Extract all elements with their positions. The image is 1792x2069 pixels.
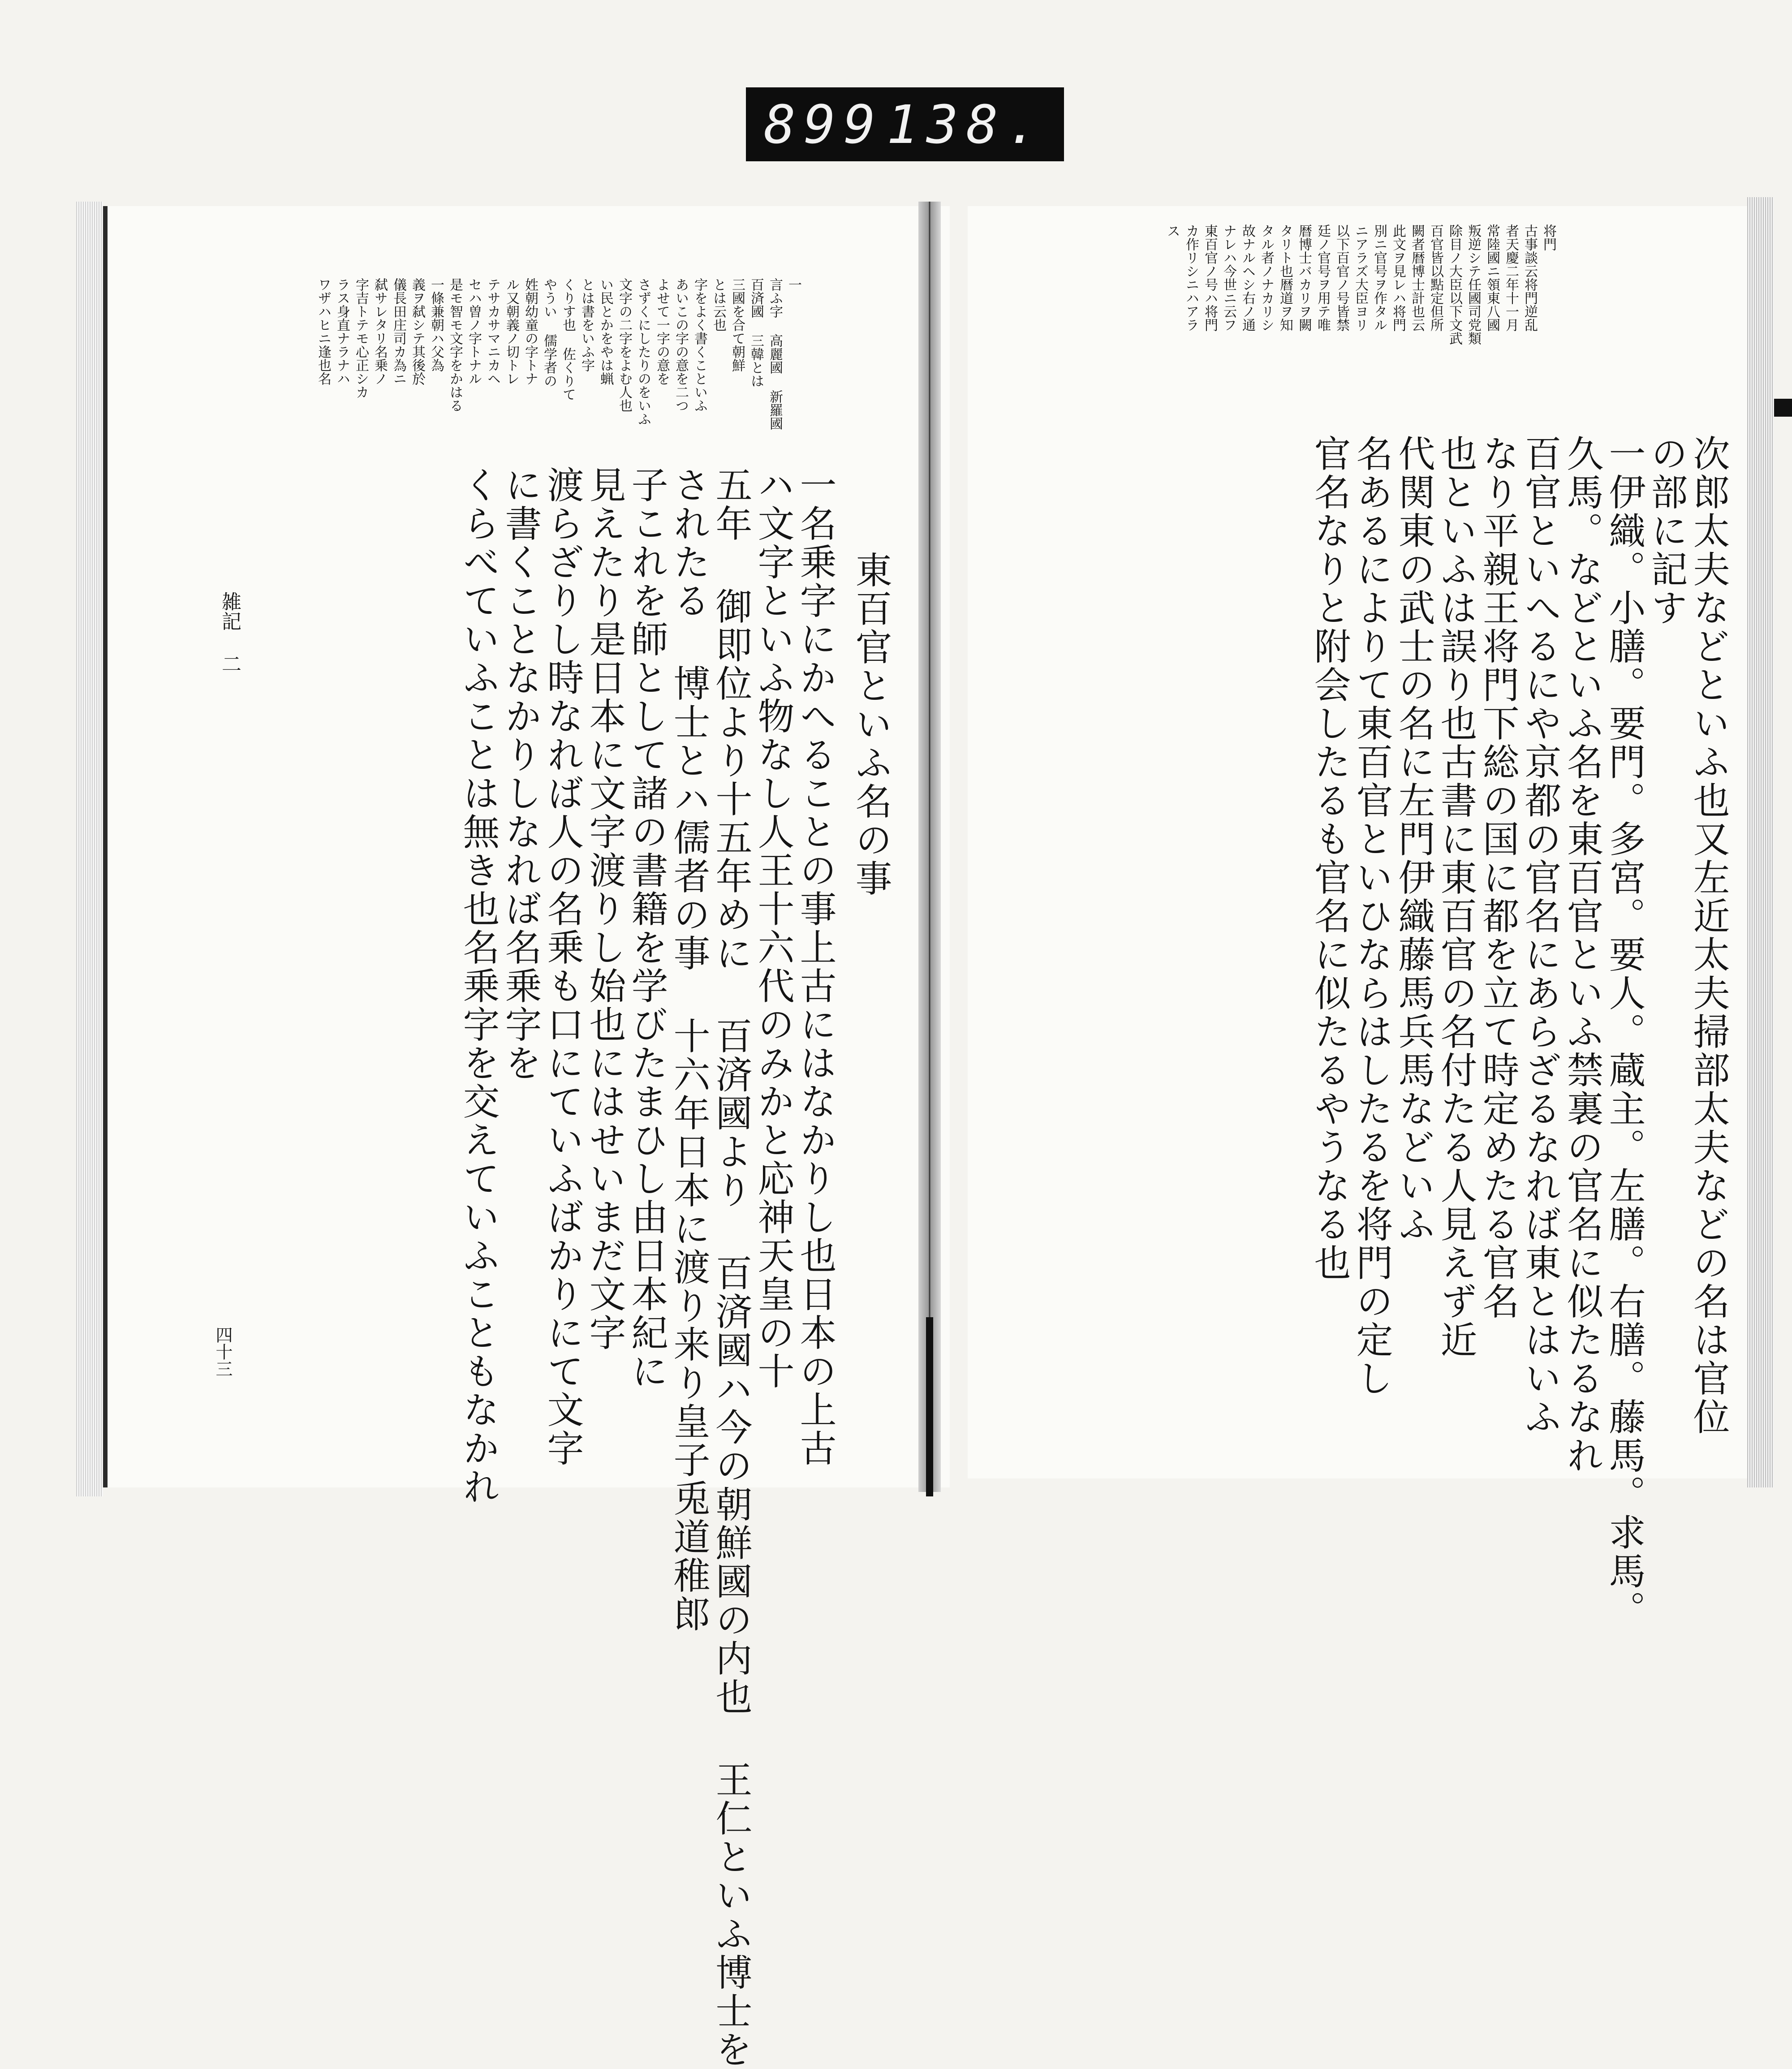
label-number-left: 899 xyxy=(764,93,884,155)
annotation-line: 故ナルヘシ右ノ通 xyxy=(1240,224,1255,332)
text-column: ハ文字といふ物なし人王十六代のみかと応神天皇の十 xyxy=(752,466,794,1391)
right-annotation-block xyxy=(1064,224,1557,381)
annotation-line: 一 xyxy=(786,278,801,291)
annotation-line: とは書をいふ字 xyxy=(579,278,594,372)
annotation-line: カ作リシニハアラ xyxy=(1183,224,1199,332)
annotation-line: 除目ノ大臣以下文武 xyxy=(1447,224,1462,345)
annotation-line: やうい 儒学者の xyxy=(541,278,557,388)
text-column: 也といふは誤り也古書に東百官の名付たる人見えず近 xyxy=(1434,435,1477,1359)
text-column: 子これを師として諸の書籍を学びたまひし由日本紀に xyxy=(625,466,668,1391)
annotation-line: 姓朝幼童の字トナ xyxy=(522,278,538,385)
annotation-line: ワザハヒニ逢也名 xyxy=(315,278,331,385)
annotation-line: 東百官ノ号ハ将門 xyxy=(1202,224,1218,332)
text-column: 一名乗字にかへることの事上古にはなかりし也日本の上古 xyxy=(794,466,836,1468)
left-main-text xyxy=(242,466,892,2069)
annotation-line: タリト也暦道ヲ知 xyxy=(1277,224,1293,332)
text-column: 官名なりと附会したるも官名に似たるやうなる也 xyxy=(1308,435,1351,1282)
text-column: なり平親王将門下総の国に都を立て時定めたる官名 xyxy=(1477,435,1519,1321)
annotation-line: よせて一字の意を xyxy=(654,278,670,385)
text-column: 五年 御即位より十五年めに 百済國より 百済國ハ今の朝鮮國の内也 王仁といふ博士を xyxy=(710,466,752,2069)
annotation-line: 将門 xyxy=(1541,224,1556,251)
spine-bookmark xyxy=(926,1317,933,1496)
book-spine xyxy=(918,202,941,1492)
annotation-line: タル者ノナカリシ xyxy=(1258,224,1274,332)
annotation-line: ル又朝義ノ切トレ xyxy=(504,278,519,385)
page-number: 四十三 xyxy=(213,1326,233,1377)
annotation-line: 常陸國ニ領東八國 xyxy=(1484,224,1500,332)
annotation-line: 百官皆以點定但所 xyxy=(1428,224,1443,332)
annotation-line: 闕者暦博士計也云 xyxy=(1409,224,1425,332)
label-number-right: 138. xyxy=(886,93,1046,155)
text-column: されたる 博士とハ儒者の事 十六年日本に渡り来り皇子兎道稚郎 xyxy=(668,466,710,1634)
page-edges-right xyxy=(1747,197,1774,1487)
text-column: くらべていふことは無き也名乗字を交えていふこともなかれ xyxy=(457,466,500,1506)
annotation-line: くりす也 佐くりて xyxy=(560,278,576,401)
annotation-line: ラス身直ナラナハ xyxy=(334,278,350,385)
annotation-line: 百済國 三韓とは xyxy=(748,278,764,388)
annotation-line: 字吉トテモ心正シカ xyxy=(353,278,369,399)
annotation-line: い民とかをやは蝋 xyxy=(598,278,613,385)
annotation-line: 三國を合て朝鮮 xyxy=(729,278,745,372)
text-column: 一伊織。小膳。要門。多宮。要人。蔵主。左膳。右膳。藤馬。求馬。 xyxy=(1603,435,1646,1629)
left-page xyxy=(103,206,950,2069)
right-main-text xyxy=(1004,435,1730,1629)
annotation-line: 弑サレタリ名乗ノ xyxy=(372,278,388,385)
annotation-line: ス xyxy=(1164,224,1180,237)
text-column: 久馬。などといふ名を東百官といふ禁裏の官名に似たるなれ xyxy=(1561,435,1603,1475)
annotation-line: ナレハ今世ニ云フ xyxy=(1221,224,1236,332)
text-column: 渡らざりし時なれば人の名乗も口にていふばかりにて文字 xyxy=(541,466,584,1468)
annotation-line: 是モ智モ文字をかはる xyxy=(447,278,463,412)
annotation-line: 別ニ官号ヲ作タル xyxy=(1371,224,1387,332)
annotation-line: 義ヲ弑シテ其後於 xyxy=(409,278,425,385)
text-column: 次郎太夫などといふ也又左近太夫掃部太夫などの名は官位 xyxy=(1687,435,1730,1436)
annotation-line: 叛逆シテ任國司党類 xyxy=(1465,224,1481,345)
annotation-line: 古事談云将門逆乱 xyxy=(1522,224,1538,332)
page-edges-left xyxy=(76,202,103,1496)
running-head: 雑記 二 xyxy=(218,591,241,673)
text-column: 見えたり是日本に文字渡りし始也にはせいまだ文字 xyxy=(583,466,626,1352)
text-column: の部に記す xyxy=(1645,435,1688,627)
annotation-line: さずくにしたりのをいふ xyxy=(635,278,651,426)
text-column: に書くことなかりしなれば名乗字を xyxy=(499,466,542,1082)
open-book xyxy=(76,197,1774,2069)
left-annotation-block xyxy=(273,278,802,430)
annotation-line: 者天慶二年十一月 xyxy=(1503,224,1519,332)
text-column: 名あるによりて東百官といひならはしたるを将門の定し xyxy=(1350,435,1393,1398)
text-column: 百官といへるにや京都の官名にあらざるなれば東とはいふ xyxy=(1519,435,1561,1436)
annotation-line: とは云也 xyxy=(711,278,726,332)
right-page xyxy=(968,206,1747,1629)
annotation-line: 廷ノ官号ヲ用テ唯 xyxy=(1315,224,1331,332)
annotation-line: 文字の二字をよむ人也 xyxy=(616,278,632,412)
annotation-line: 儀長田庄司カ為ニ xyxy=(391,278,406,385)
annotation-line: 一條兼朝ハ父為 xyxy=(428,278,444,372)
section-title: 東百官といふ名の事 xyxy=(849,551,892,898)
annotation-line: 言ふ字 高麗國 新羅國 xyxy=(767,278,783,430)
annotation-line: 此文ヲ見レハ将門 xyxy=(1390,224,1406,332)
annotation-line: 暦博士バカリヲ闕 xyxy=(1296,224,1312,332)
text-column: 代関東の武士の名に左門伊織藤馬兵馬などいふ xyxy=(1392,435,1435,1244)
annotation-line: 以下百官ノ号皆禁 xyxy=(1334,224,1349,332)
archive-label xyxy=(746,87,1064,161)
annotation-line: テサカサマニカヘ xyxy=(485,278,500,385)
annotation-line: 字をよく書くこといふ xyxy=(692,278,707,412)
annotation-line: ニアラズ大臣ヨリ xyxy=(1353,224,1368,332)
annotation-line: セハ曽ノ字トナル xyxy=(466,278,482,385)
edge-marker xyxy=(1774,399,1792,417)
annotation-line: あいこの字の意を二つ xyxy=(673,278,689,412)
